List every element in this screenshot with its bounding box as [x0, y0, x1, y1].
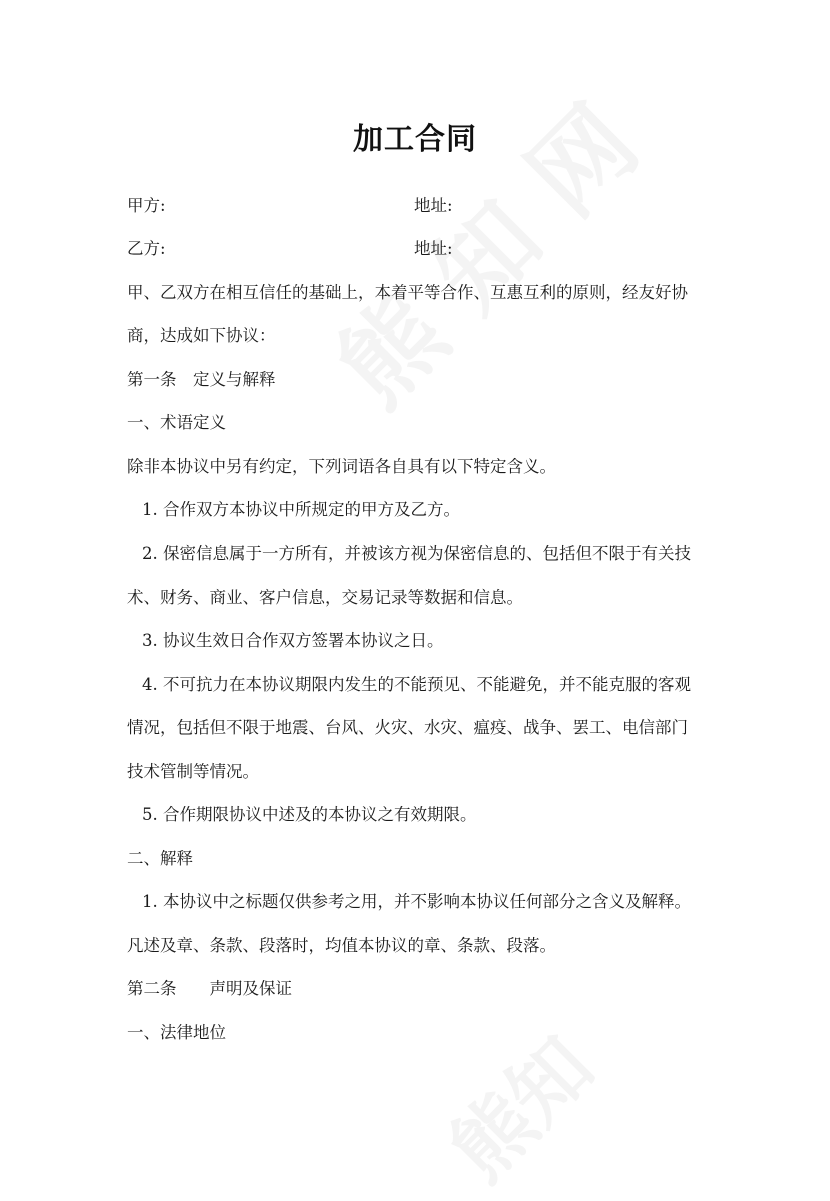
- watermark-bottom: [420, 1007, 614, 1201]
- body-line: 情况，包括但不限于地震、台风、火灾、水灾、瘟疫、战争、罢工、电信部门: [127, 718, 688, 737]
- list-item: 2. 保密信息属于一方所有，并被该方视为保密信息的、包括但不限于有关技: [142, 544, 691, 563]
- party-b-label: 乙方:: [127, 239, 166, 258]
- article-heading: 第一条 定义与解释: [127, 370, 276, 389]
- list-item: 1. 合作双方本协议中所规定的甲方及乙方。: [142, 500, 460, 519]
- list-item: 5. 合作期限协议中述及的本协议之有效期限。: [142, 805, 477, 824]
- party-a-address-label: 地址:: [414, 196, 453, 215]
- document-title: 加工合同: [353, 122, 477, 157]
- section-heading: 一、法律地位: [127, 1023, 226, 1042]
- party-b-address-label: 地址:: [414, 239, 453, 258]
- list-item: 4. 不可抗力在本协议期限内发生的不能预见、不能避免，并不能克服的客观: [142, 675, 691, 694]
- body-line: 商，达成如下协议：: [127, 326, 276, 345]
- list-item: 1. 本协议中之标题仅供参考之用，并不影响本协议任何部分之含义及解释。: [142, 892, 691, 911]
- party-a-label: 甲方:: [127, 196, 166, 215]
- list-item: 3. 协议生效日合作双方签署本协议之日。: [142, 631, 444, 650]
- section-heading: 二、解释: [127, 849, 193, 868]
- body-line: 除非本协议中另有约定，下列词语各自具有以下特定含义。: [127, 457, 556, 476]
- section-heading: 一、术语定义: [127, 413, 226, 432]
- body-line: 技术管制等情况。: [127, 762, 259, 781]
- article-heading: 第二条 声明及保证: [127, 979, 292, 998]
- body-line: 术、财务、商业、客户信息，交易记录等数据和信息。: [127, 588, 523, 607]
- body-line: 凡述及章、条款、段落时，均值本协议的章、条款、段落。: [127, 936, 556, 955]
- body-line: 甲、乙双方在相互信任的基础上，本着平等合作、互惠互利的原则，经友好协: [127, 283, 688, 302]
